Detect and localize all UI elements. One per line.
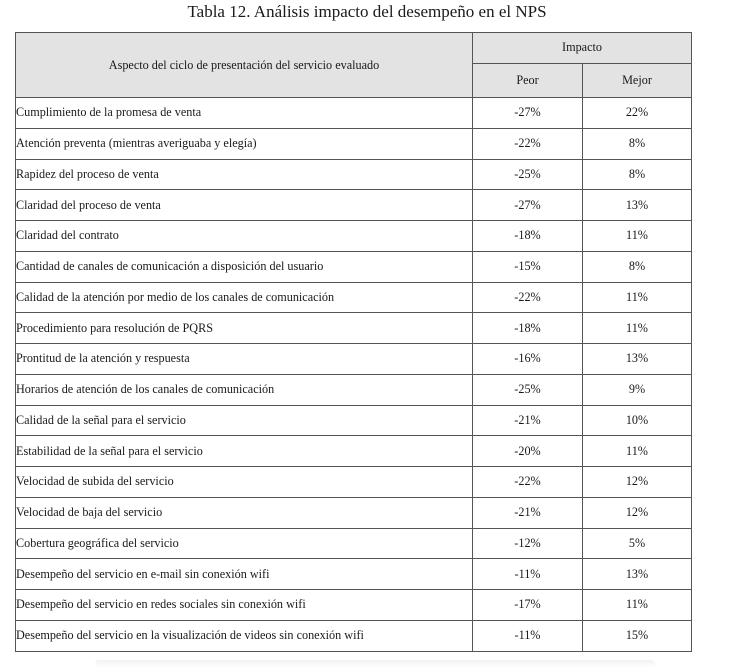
- table-body: [16, 98, 692, 652]
- cell-peor: -22%: [473, 467, 583, 498]
- table-row: [16, 436, 692, 467]
- cell-mejor: 11%: [583, 221, 692, 252]
- cell-aspect: Calidad de la señal para el servicio: [16, 405, 473, 436]
- cell-aspect: Desempeño del servicio en e-mail sin conexión wifi: [16, 559, 473, 590]
- table-row: [16, 98, 692, 129]
- cell-peor: -22%: [473, 128, 583, 159]
- table-row: [16, 128, 692, 159]
- cell-aspect: Rapidez del proceso de venta: [16, 159, 473, 190]
- table-header: [16, 33, 692, 98]
- table-row: [16, 282, 692, 313]
- table-row: [16, 221, 692, 252]
- table-row: [16, 497, 692, 528]
- cell-peor: -12%: [473, 528, 583, 559]
- cell-peor: -16%: [473, 344, 583, 375]
- table-row: [16, 374, 692, 405]
- cell-mejor: 8%: [583, 128, 692, 159]
- cell-aspect: Desempeño del servicio en redes sociales sin conexión wifi: [16, 590, 473, 621]
- cell-aspect: Atención preventa (mientras averiguaba y elegía): [16, 128, 473, 159]
- cell-peor: -25%: [473, 159, 583, 190]
- cell-aspect: Velocidad de subida del servicio: [16, 467, 473, 498]
- cell-peor: -25%: [473, 374, 583, 405]
- cell-mejor: 12%: [583, 467, 692, 498]
- header-peor: Peor: [473, 63, 583, 97]
- cell-aspect: Cobertura geográfica del servicio: [16, 528, 473, 559]
- table-row: [16, 313, 692, 344]
- table-row: [16, 620, 692, 651]
- cell-mejor: 11%: [583, 282, 692, 313]
- cell-peor: -17%: [473, 590, 583, 621]
- cell-mejor: 12%: [583, 497, 692, 528]
- cell-peor: -11%: [473, 559, 583, 590]
- cell-mejor: 11%: [583, 436, 692, 467]
- cell-mejor: 15%: [583, 620, 692, 651]
- cell-mejor: 11%: [583, 313, 692, 344]
- table-row: [16, 528, 692, 559]
- cell-peor: -18%: [473, 221, 583, 252]
- header-impacto: Impacto: [473, 33, 692, 64]
- table-row: [16, 190, 692, 221]
- cell-mejor: 13%: [583, 190, 692, 221]
- table-title: Tabla 12. Análisis impacto del desempeño en el NPS: [187, 2, 547, 21]
- cell-aspect: Calidad de la atención por medio de los canales de comunicación: [16, 282, 473, 313]
- cell-aspect: Procedimiento para resolución de PQRS: [16, 313, 473, 344]
- nps-impact-table: [15, 32, 692, 652]
- cell-aspect: Desempeño del servicio en la visualización de videos sin conexión wifi: [16, 620, 473, 651]
- table-row: [16, 344, 692, 375]
- cell-aspect: Cantidad de canales de comunicación a disposición del usuario: [16, 251, 473, 282]
- page-edge-shadow: [95, 660, 655, 668]
- table-row: [16, 159, 692, 190]
- cell-mejor: 10%: [583, 405, 692, 436]
- cell-aspect: Cumplimiento de la promesa de venta: [16, 98, 473, 129]
- table-row: [16, 467, 692, 498]
- cell-aspect: Estabilidad de la señal para el servicio: [16, 436, 473, 467]
- cell-aspect: Claridad del proceso de venta: [16, 190, 473, 221]
- cell-peor: -22%: [473, 282, 583, 313]
- cell-mejor: 5%: [583, 528, 692, 559]
- table-row: [16, 251, 692, 282]
- cell-aspect: Velocidad de baja del servicio: [16, 497, 473, 528]
- cell-peor: -20%: [473, 436, 583, 467]
- cell-peor: -18%: [473, 313, 583, 344]
- cell-peor: -15%: [473, 251, 583, 282]
- cell-peor: -11%: [473, 620, 583, 651]
- cell-mejor: 13%: [583, 344, 692, 375]
- cell-peor: -27%: [473, 190, 583, 221]
- table-row: [16, 405, 692, 436]
- table-row: [16, 590, 692, 621]
- cell-mejor: 11%: [583, 590, 692, 621]
- header-mejor: Mejor: [583, 63, 692, 97]
- header-aspect: Aspecto del ciclo de presentación del servicio evaluado: [16, 33, 473, 98]
- cell-peor: -21%: [473, 497, 583, 528]
- cell-peor: -21%: [473, 405, 583, 436]
- cell-aspect: Prontitud de la atención y respuesta: [16, 344, 473, 375]
- cell-mejor: 22%: [583, 98, 692, 129]
- cell-aspect: Claridad del contrato: [16, 221, 473, 252]
- cell-peor: -27%: [473, 98, 583, 129]
- cell-mejor: 9%: [583, 374, 692, 405]
- cell-aspect: Horarios de atención de los canales de comunicación: [16, 374, 473, 405]
- table-row: [16, 559, 692, 590]
- cell-mejor: 8%: [583, 251, 692, 282]
- cell-mejor: 13%: [583, 559, 692, 590]
- cell-mejor: 8%: [583, 159, 692, 190]
